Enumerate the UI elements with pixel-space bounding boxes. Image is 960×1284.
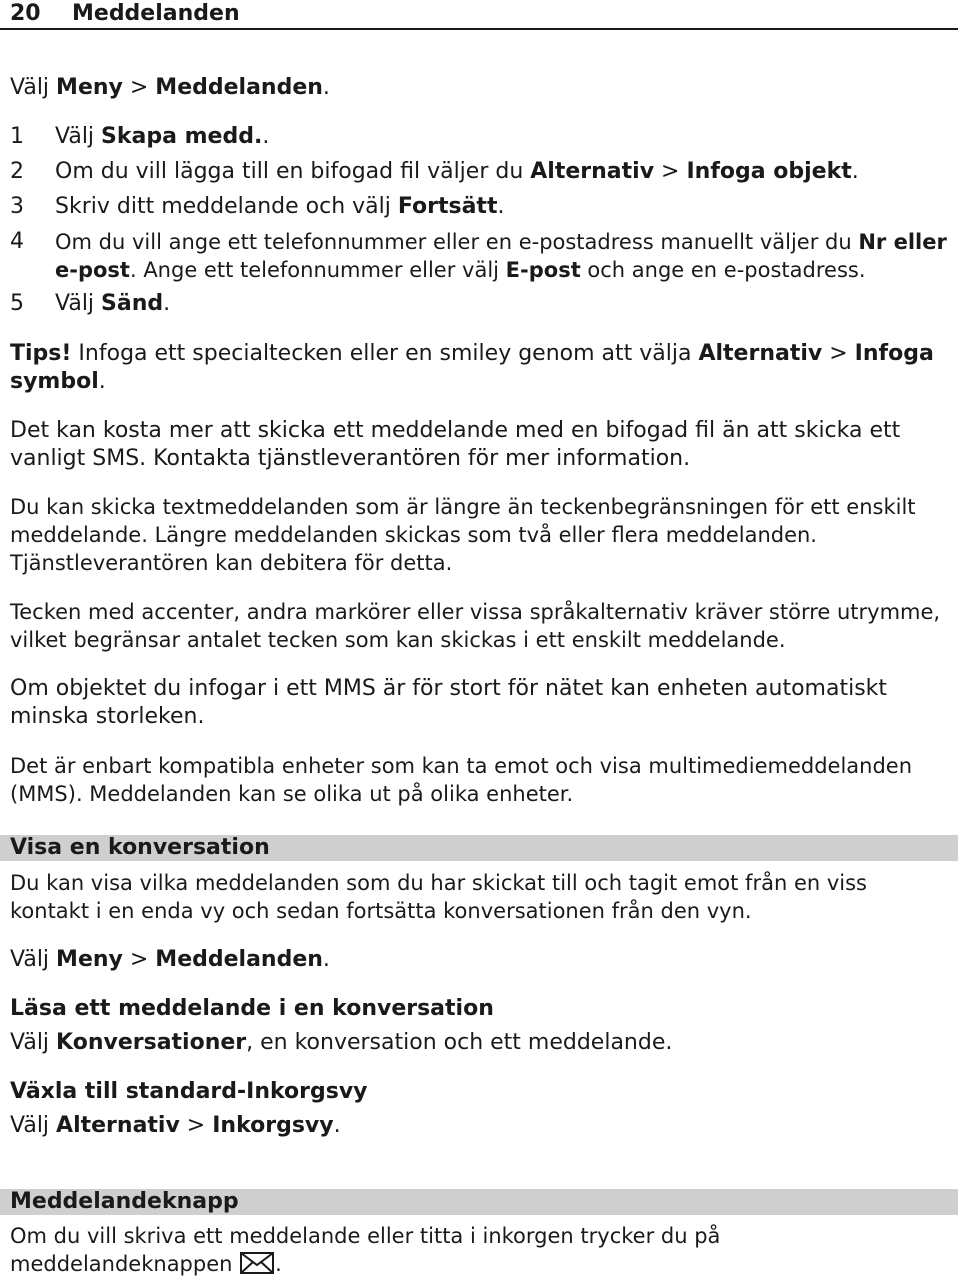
section-heading: Meddelandeknapp — [10, 1189, 239, 1214]
subheading-body: Välj Alternativ > Inkorgsvy. — [10, 1113, 341, 1138]
section-heading: Visa en konversation — [10, 835, 270, 860]
body-paragraph: Det kan kosta mer att skicka ett meddelande med en bifogad fil än att skicka ett vanligt SMS. Kontakta tjänstleverantören för mer information. — [10, 418, 901, 471]
body-paragraph: Om objektet du infogar i ett MMS är för stort för nätet kan enheten automatiskt minska storleken. — [10, 676, 888, 729]
tip-paragraph: Tips! Infoga ett specialtecken eller en smiley genom att välja Alternativ > Infoga symbol. — [10, 341, 934, 394]
subheading: Läsa ett meddelande i en konversation — [10, 996, 494, 1021]
section-path: Välj Meny > Meddelanden. — [10, 947, 330, 972]
subheading-body: Välj Konversationer, en konversation och ett meddelande. — [10, 1030, 673, 1055]
section-heading-bar — [0, 1189, 958, 1215]
page-title: Meddelanden — [72, 1, 240, 26]
intro-path: Välj Meny > Meddelanden. — [10, 75, 330, 100]
body-paragraph: Du kan skicka textmeddelanden som är längre än teckenbegränsningen för ett enskilt meddelande. Längre meddelanden skickas som två eller flera meddelanden. Tjänstleverantören kan debitera för detta. — [10, 495, 916, 575]
section-body: Om du vill skriva ett meddelande eller titta i inkorgen trycker du på meddelandeknappen . — [10, 1224, 721, 1276]
subheading: Växla till standard-Inkorgsvy — [10, 1079, 368, 1104]
page-number: 20 — [10, 1, 41, 26]
body-paragraph: Det är enbart kompatibla enheter som kan ta emot och visa multimediemeddelanden (MMS). Meddelanden kan se olika ut på olika enheter. — [10, 754, 913, 806]
section-heading-bar — [0, 835, 958, 861]
page-header — [0, 0, 958, 30]
section-body: Du kan visa vilka meddelanden som du har skickat till och tagit emot från en viss kontakt i en enda vy och sedan fortsätta konversationen från den vyn. — [10, 871, 867, 923]
body-paragraph: Tecken med accenter, andra markörer eller vissa språkalternativ kräver större utrymme, vilket begränsar antalet tecken som kan skickas i ett enskilt meddelande. — [10, 600, 941, 652]
envelope-icon — [239, 1251, 275, 1275]
